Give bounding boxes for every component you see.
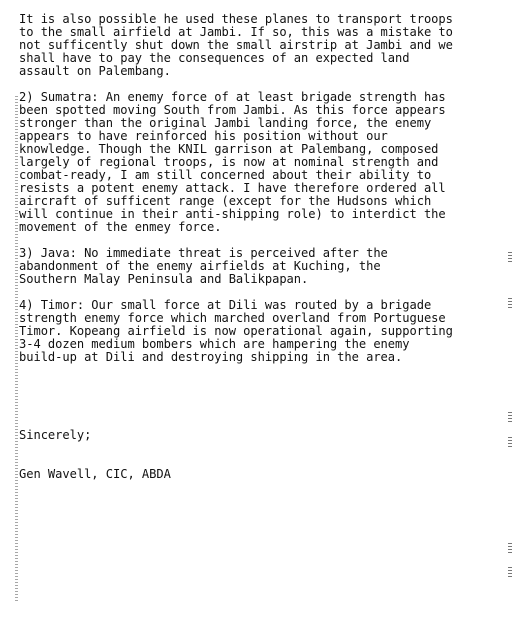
blank-space xyxy=(19,442,509,468)
paragraph-java: 3) Java: No immediate threat is perceived after the abandonment of the enemy airfields at Kuching, the Southern Malay Peninsula and Balikpapan. xyxy=(19,246,388,286)
paragraph-timor: 4) Timor: Our small force at Dili was routed by a brigade strength enemy force which marched overland from Portuguese Timor. Kopeang airfield is now operational again, supporting 3-4 dozen medium bombers which are hampering the enemy build-up at Dili and destroying shipping in the area. xyxy=(19,298,453,364)
edge-mark xyxy=(508,567,512,579)
left-margin-rule xyxy=(15,96,18,602)
closing-salutation: Sincerely; xyxy=(19,428,92,442)
signature: Gen Wavell, CIC, ABDA xyxy=(19,467,171,481)
paragraph-jambi-airfield: It is also possible he used these planes to transport troops to the small airfield at Jambi. If so, this was a mistake to not sufficently shut down the small airstrip at Jambi and we shall have to pay the consequences of an expected land assault on Palembang. xyxy=(19,12,453,78)
paragraph-sumatra: 2) Sumatra: An enemy force of at least brigade strength has been spotted moving South from Jambi. As this force appears stronger than the original Jambi landing force, the enemy appears to have reinforced his position without our knowledge. Though the KNIL garrison at Palembang, composed largely of regional troops, is now at nominal strength and combat-ready, I am still concerned about their ability to resists a potent enemy attack. I have therefore ordered all aircraft of sufficent range (except for the Hudsons which will continue in their anti-shipping role) to interdict the movement of the enmey force. xyxy=(19,90,446,234)
letter-body xyxy=(19,13,509,481)
blank-space xyxy=(19,377,509,429)
edge-mark xyxy=(508,543,512,555)
